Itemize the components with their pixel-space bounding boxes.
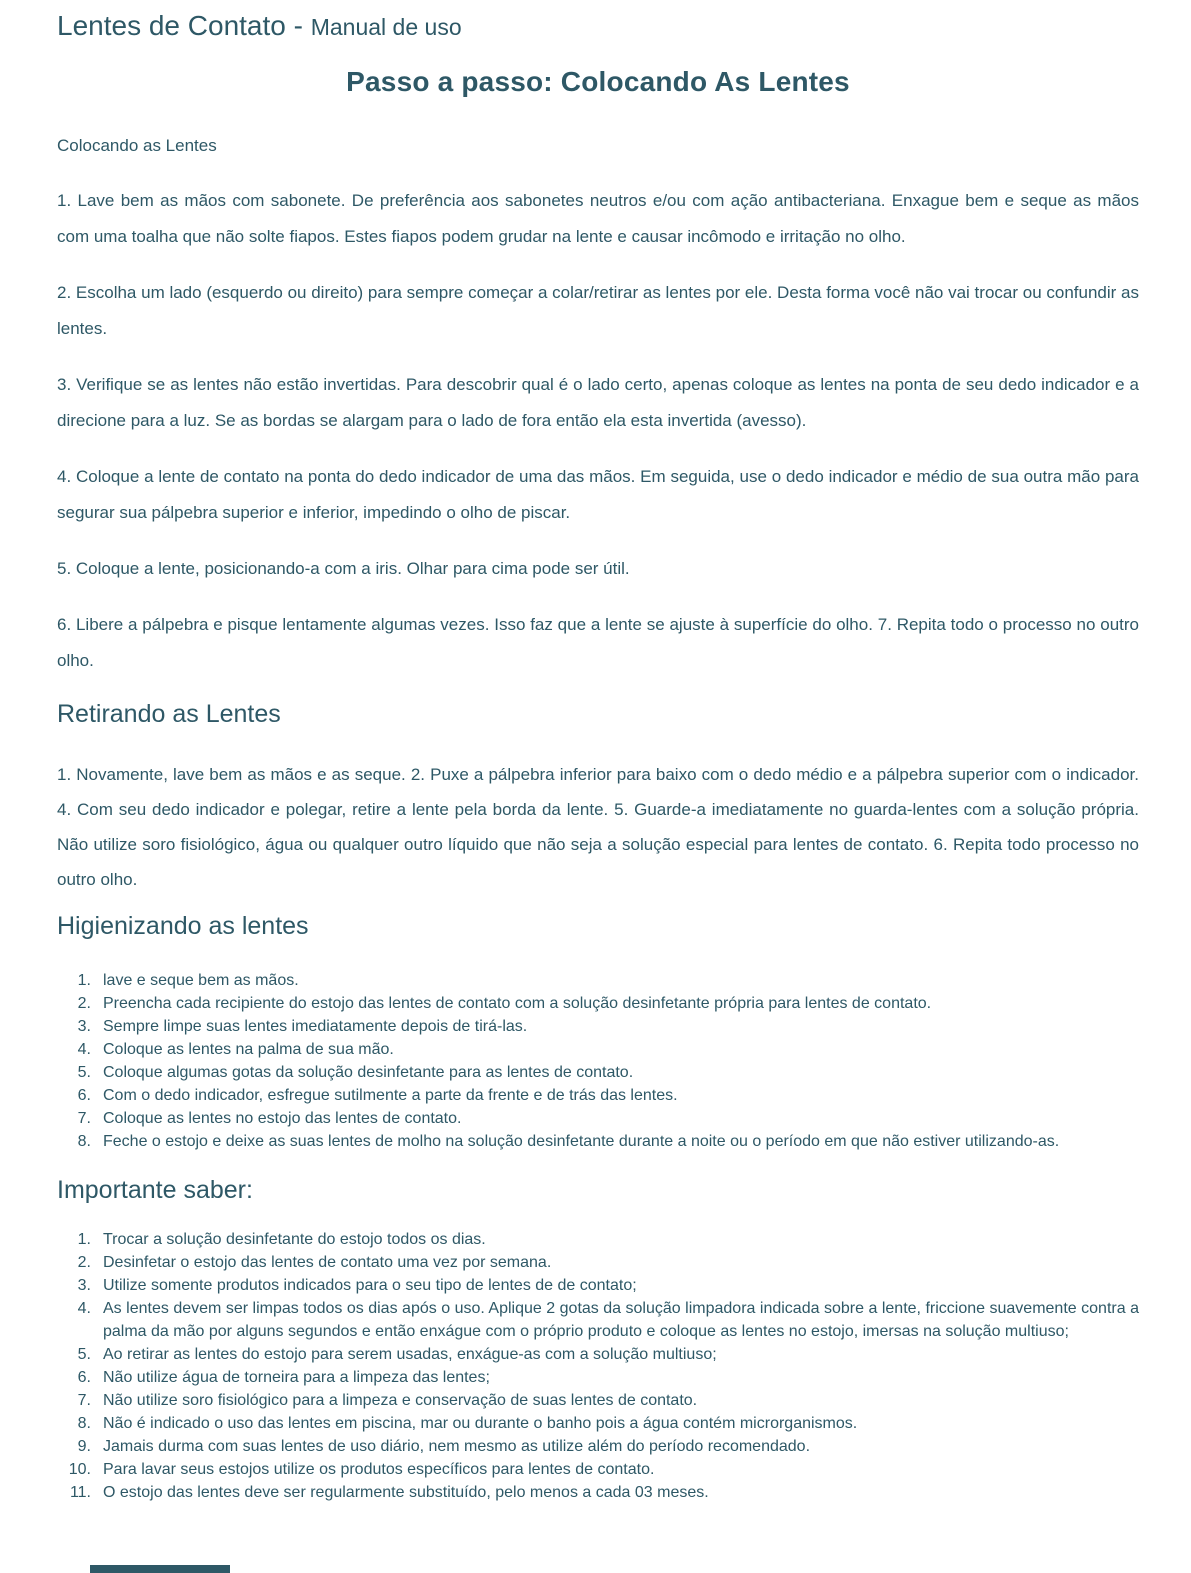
important-notes-list <box>57 1228 1139 1504</box>
page-footer-bar <box>90 1565 230 1573</box>
retirando-paragraph: 1. Novamente, lave bem as mãos e as seque. 2. Puxe a pálpebra inferior para baixo com o dedo médio e a pálpebra superior com o indicador. 4. Com seu dedo indicador e polegar, retire a lente pela borda da lente. 5. Guarde-a imediatamente no guarda-lentes com a solução própria. Não utilize soro fisiológico, água ou qualquer outro líquido que não seja a solução especial para lentes de contato. 6. Repita todo processo no outro olho. <box>57 765 1139 889</box>
document-title-subtitle: Manual de uso <box>310 14 462 40</box>
section-heading-higienizando: Higienizando as lentes <box>57 912 309 940</box>
document-title-main: Lentes de Contato - <box>57 10 311 41</box>
list-item: Desinfetar o estojo das lentes de contato uma vez por semana. <box>103 1254 552 1271</box>
list-item: Coloque algumas gotas da solução desinfetante para as lentes de contato. <box>103 1064 634 1081</box>
list-item: Utilize somente produtos indicados para o seu tipo de lentes de de contato; <box>103 1277 637 1294</box>
step-paragraph-2: 2. Escolha um lado (esquerdo ou direito) para sempre começar a colar/retirar as lentes por ele. Desta forma você não vai trocar ou confundir as lentes. <box>57 283 1139 338</box>
list-item: Não é indicado o uso das lentes em piscina, mar ou durante o banho pois a água contém microrganismos. <box>103 1415 858 1432</box>
step-paragraph-5: 5. Coloque a lente, posicionando-a com a iris. Olhar para cima pode ser útil. <box>57 559 630 578</box>
step-paragraph-3: 3. Verifique se as lentes não estão invertidas. Para descobrir qual é o lado certo, apenas coloque as lentes na ponta de seu dedo indicador e a direcione para a luz. Se as bordas se alargam para o lado de fora então ela esta invertida (avesso). <box>57 375 1139 430</box>
hygiene-steps-list <box>57 969 1139 1153</box>
list-item: Não utilize água de torneira para a limpeza das lentes; <box>103 1369 490 1386</box>
list-item: O estojo das lentes deve ser regularmente substituído, pelo menos a cada 03 meses. <box>103 1484 709 1501</box>
list-item: Coloque as lentes na palma de sua mão. <box>103 1041 394 1058</box>
list-item: Trocar a solução desinfetante do estojo todos os dias. <box>103 1231 486 1248</box>
section-heading-retirando: Retirando as Lentes <box>57 700 281 728</box>
list-item: As lentes devem ser limpas todos os dias após o uso. Aplique 2 gotas da solução limpadora indicada sobre a lente, friccione suavemente contra a palma da mão por alguns segundos e então enxágue com o próprio produto e coloque as lentes no estojo, imersas na solução multiuso; <box>103 1300 1139 1340</box>
page-title: Passo a passo: Colocando As Lentes <box>346 66 850 97</box>
list-item: Ao retirar as lentes do estojo para serem usadas, enxágue-as com a solução multiuso; <box>103 1346 717 1363</box>
section-intro-label: Colocando as Lentes <box>57 136 217 155</box>
list-item: Para lavar seus estojos utilize os produtos específicos para lentes de contato. <box>103 1461 655 1478</box>
list-item: Com o dedo indicador, esfregue sutilmente a parte da frente e de trás das lentes. <box>103 1087 678 1104</box>
section-heading-importante: Importante saber: <box>57 1176 253 1204</box>
list-item: Jamais durma com suas lentes de uso diário, nem mesmo as utilize além do período recomendado. <box>103 1438 811 1455</box>
step-paragraph-6: 6. Libere a pálpebra e pisque lentamente algumas vezes. Isso faz que a lente se ajuste à superfície do olho. 7. Repita todo o processo no outro olho. <box>57 615 1139 670</box>
step-paragraph-1: 1. Lave bem as mãos com sabonete. De preferência aos sabonetes neutros e/ou com ação antibacteriana. Enxague bem e seque as mãos com uma toalha que não solte fiapos. Estes fiapos podem grudar na lente e causar incômodo e irritação no olho. <box>57 191 1139 246</box>
list-item: lave e seque bem as mãos. <box>103 972 299 989</box>
list-item: Sempre limpe suas lentes imediatamente depois de tirá-las. <box>103 1018 528 1035</box>
list-item: Coloque as lentes no estojo das lentes de contato. <box>103 1110 462 1127</box>
document-title <box>57 8 1139 43</box>
list-item: Feche o estojo e deixe as suas lentes de molho na solução desinfetante durante a noite ou o período em que não estiver utilizando-as. <box>103 1133 1060 1150</box>
step-paragraph-4: 4. Coloque a lente de contato na ponta do dedo indicador de uma das mãos. Em seguida, use o dedo indicador e médio de sua outra mão para segurar sua pálpebra superior e inferior, impedindo o olho de piscar. <box>57 467 1139 522</box>
list-item: Não utilize soro fisiológico para a limpeza e conservação de suas lentes de contato. <box>103 1392 698 1409</box>
list-item: Preencha cada recipiente do estojo das lentes de contato com a solução desinfetante própria para lentes de contato. <box>103 995 932 1012</box>
